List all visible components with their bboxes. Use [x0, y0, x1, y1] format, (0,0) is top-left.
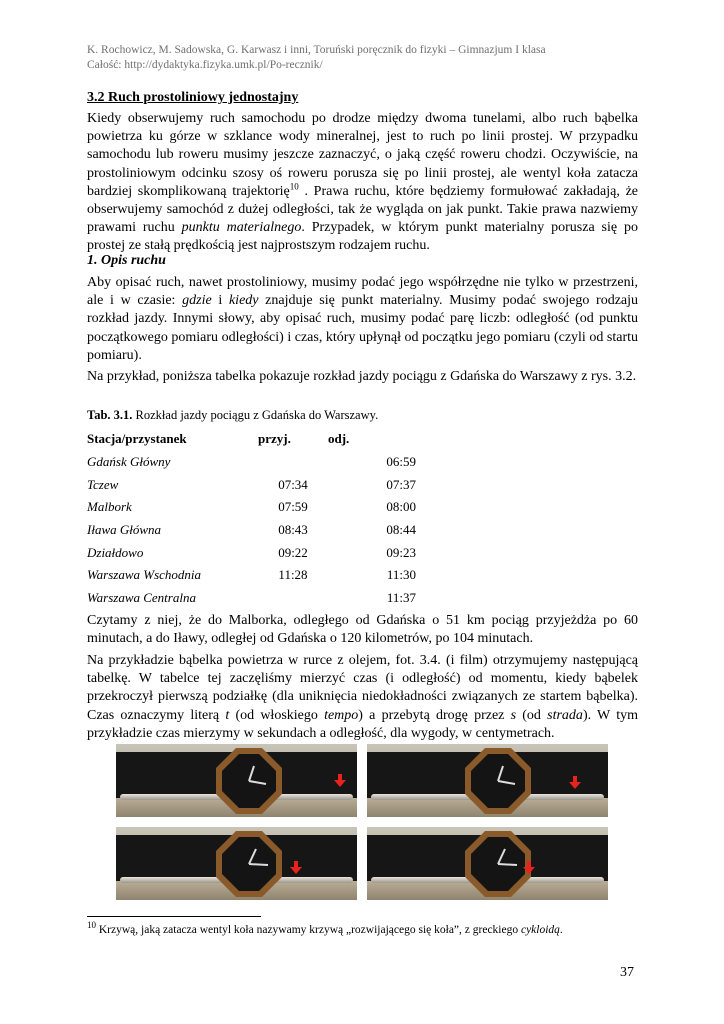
departure-cell: 06:59: [386, 454, 416, 470]
arrival-cell: 11:28: [278, 567, 308, 583]
p5-text-a: Na przykładzie bąbelka powietrza w rurce z olejem, fot. 3.4. (i film) otrzymujemy następującą tabelkę. W tabelce tej zaczęliśmy mierzyć czas (i odległość) od momentu, kiedy bąbelek przekroczył pierwszą podziałkę (dla uniknięcia niedokładności związanych ze startem bąbelka). Czas oznaczymy literą: [87, 653, 638, 723]
table-row: [87, 519, 416, 542]
p1-text-a: Kiedy obserwujemy ruch samochodu po drodze między dwoma tunelami, albo ruch bąbelka powietrza ku górze w szklance wody mineralnej, jest to ruch po linii prostej. W przypadku samochodu lub roweru musimy jeszcze zaznaczyć, o jaką część roweru chodzi. Oczywiście, na prostoliniowym odcinku szosy oś roweru porusza się po linii prostej, ale wentyl koła zatacza bardziej skomplikowaną trajektorię: [87, 111, 638, 199]
timetable: [87, 428, 416, 610]
departure-cell: 08:44: [386, 522, 416, 538]
photo-3: [116, 827, 357, 900]
table-row: [87, 473, 416, 496]
arrow-icon: [332, 774, 348, 788]
station-cell: Działdowo: [87, 544, 144, 560]
p2-text-c: znajduje się punkt materialny. Musimy podać swojego rodzaju rozkład jazdy. Innymi słowy, aby opisać ruch, musimy podać parę liczb: odległość (od punktu początkowego pomiaru odległości) i czas, który upłynął od początku jego pomiaru (czyli od startu pomiaru).: [87, 293, 639, 363]
arrival-cell: 07:59: [278, 499, 308, 515]
paragraph-3: Na przykład, poniższa tabelka pokazuje rozkład jazdy pociągu z Gdańska do Warszawy z rys. 3.2.: [87, 369, 637, 384]
footnote-separator: [87, 916, 261, 917]
clock-icon: [463, 746, 533, 816]
arrow-icon: [288, 861, 304, 875]
p2-text-b: i: [211, 293, 229, 309]
p2-em-kiedy: kiedy: [228, 293, 259, 309]
paragraph-5: [87, 652, 638, 743]
p5-text-e: ). W tym przykładzie czas mierzymy w sekundach a odległość, dla wygody, w centymetrach.: [87, 707, 639, 741]
photo-2: [367, 744, 608, 817]
table-caption-text: Rozkład jazdy pociągu z Gdańska do Warszawy.: [132, 408, 379, 422]
photo-grid: [116, 744, 608, 900]
footnote-ref: 10: [289, 181, 299, 192]
station-cell: Iława Główna: [87, 522, 162, 538]
arrival-cell: [258, 587, 328, 610]
p2-text-a: Aby opisać ruch, nawet prostoliniowy, musimy podać jego współrzędne nie tylko w przestrzeni, ale i w czasie:: [87, 275, 638, 309]
header-line-1: K. Rochowicz, M. Sadowska, G. Karwasz i inni, Toruński poręcznik do fizyki – Gimnazjum I klasa: [87, 44, 546, 56]
table-caption-label: Tab. 3.1.: [87, 408, 133, 422]
footnote-number: 10: [87, 920, 96, 931]
table-row: [87, 451, 416, 474]
departure-cell: 08:00: [386, 499, 416, 515]
p5-text-c: ) a przebytą drogę przez: [358, 707, 511, 723]
footnote-text-b: .: [559, 924, 563, 936]
table-caption: [87, 408, 378, 423]
photo-4: [367, 827, 608, 900]
paragraph-4: Czytamy z niej, że do Malborka, odległego od Gdańska o 51 km pociąg przyjeżdża po 60 minutach, a do Iławy, odległej od Gdańska o 120 kilometrów, po 104 minutach.: [87, 613, 638, 647]
p5-em-s: s: [510, 707, 517, 723]
departure-cell: 09:23: [386, 544, 416, 560]
running-header: [87, 43, 546, 73]
photo-1: [116, 744, 357, 817]
arrival-cell: [258, 451, 328, 474]
p1-text-c: . Przypadek, w którym punkt materialny porusza się po prostej ze stałą prędkością jest najprostszym rodzajem ruchu.: [87, 220, 639, 254]
table-header-row: [87, 428, 416, 451]
footnote-text-a: Krzywą, jaką zatacza wentyl koła nazywamy krzywą „rozwijającego się koła”, z greckiego: [96, 924, 521, 936]
arrow-icon: [521, 861, 537, 875]
table-row: [87, 541, 416, 564]
footnote: [87, 920, 563, 936]
departure-cell: 11:37: [386, 590, 416, 606]
p2-em-gdzie: gdzie: [182, 293, 212, 309]
col-departure: odj.: [328, 431, 350, 447]
station-cell: Warszawa Centralna: [87, 590, 196, 606]
p1-text-b: . Prawa ruchu, które będziemy formułować zakładają, że obserwujemy samochód z dużej odległości, tak że wygląda on jak punkt. Takie prawa nazwiemy prawami ruchu: [87, 183, 638, 236]
station-cell: Warszawa Wschodnia: [87, 567, 202, 583]
col-station: Stacja/przystanek: [87, 431, 187, 447]
p5-em-t: t: [225, 707, 230, 723]
p5-em-tempo: tempo: [324, 707, 359, 723]
clock-icon: [214, 829, 284, 899]
station-cell: Gdańsk Główny: [87, 454, 171, 470]
footnote-emphasis: cykloidą: [520, 924, 560, 936]
page-number: 37: [620, 965, 634, 980]
section-title: 3.2 Ruch prostoliniowy jednostajny: [87, 90, 299, 105]
p1-emphasis: punktu materialnego: [181, 220, 302, 236]
col-arrival: przyj.: [258, 431, 291, 447]
paragraph-1: [87, 110, 638, 256]
p5-text-d: (od: [516, 707, 548, 723]
table-row: [87, 587, 416, 610]
arrival-cell: 09:22: [278, 544, 308, 560]
arrow-icon: [567, 776, 583, 790]
station-cell: Malbork: [87, 499, 132, 515]
station-cell: Tczew: [87, 476, 119, 492]
header-line-2: Całość: http://dydaktyka.fizyka.umk.pl/Po-recznik/: [87, 59, 323, 71]
subsection-title: 1. Opis ruchu: [87, 253, 166, 268]
clock-icon: [214, 746, 284, 816]
table-row: [87, 564, 416, 587]
p5-em-strada: strada: [547, 707, 583, 723]
p5-text-b: (od włoskiego: [229, 707, 325, 723]
departure-cell: 07:37: [386, 476, 416, 492]
arrival-cell: 08:43: [278, 522, 308, 538]
paragraph-2: [87, 274, 638, 365]
arrival-cell: 07:34: [278, 476, 308, 492]
table-row: [87, 496, 416, 519]
departure-cell: 11:30: [386, 567, 416, 583]
